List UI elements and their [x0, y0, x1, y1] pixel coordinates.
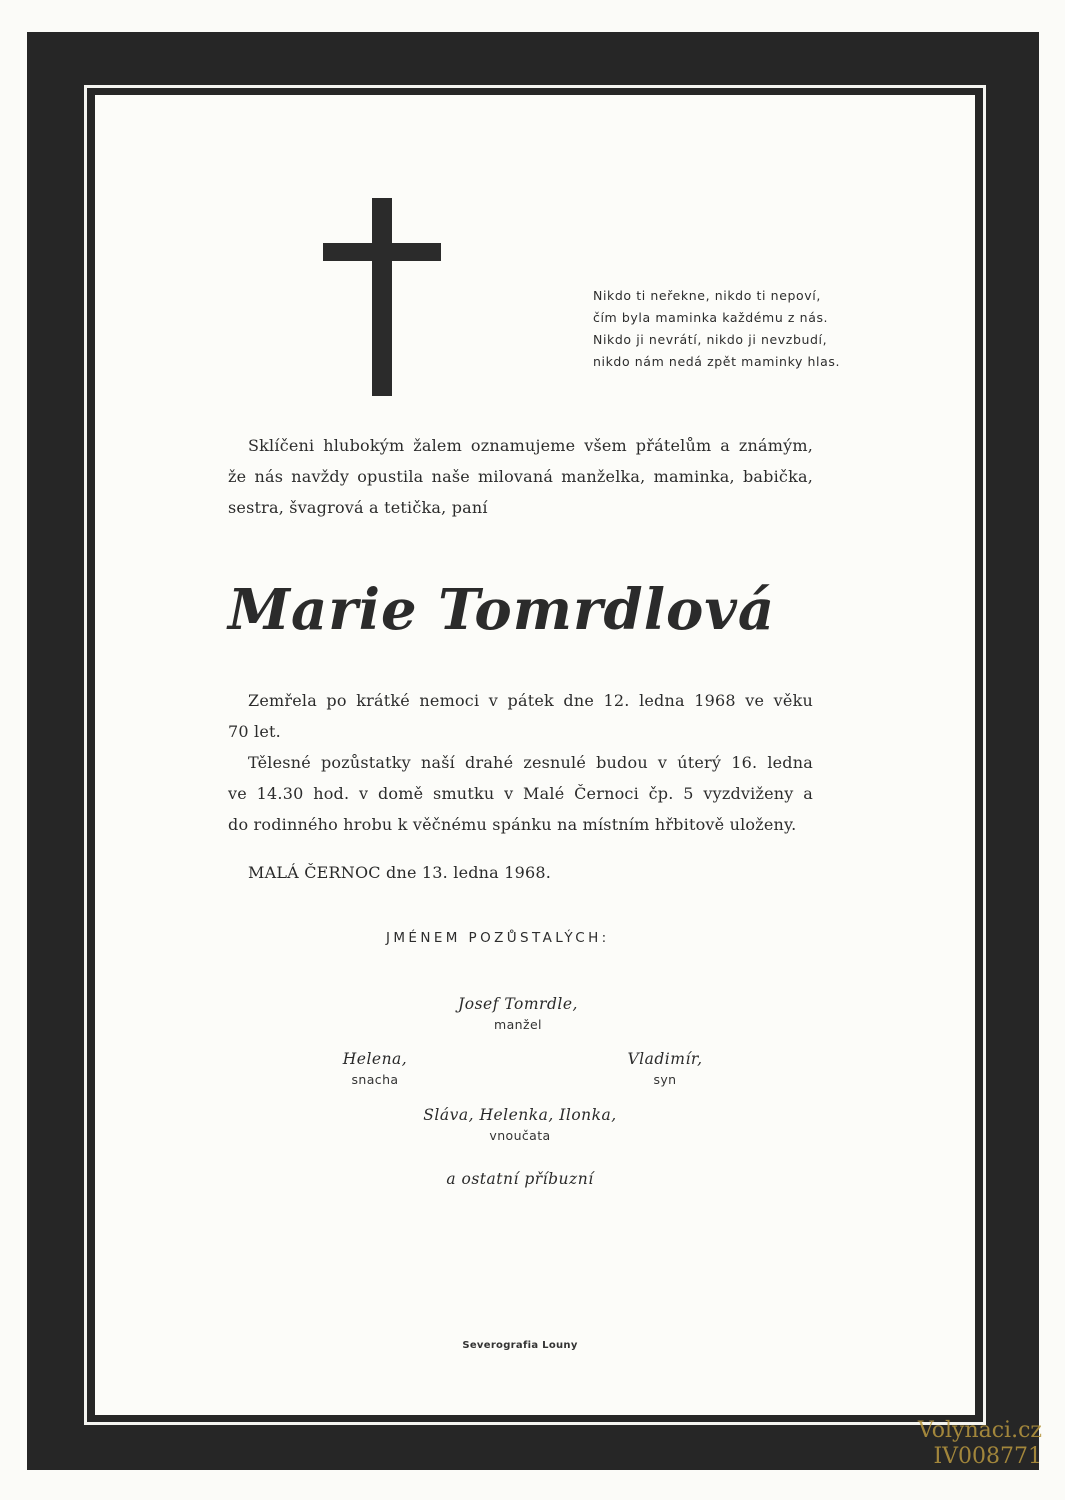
announcement-line: že nás navždy opustila naše milovaná manželka, maminka, babička,: [228, 467, 813, 486]
announcement-line: Sklíčeni hlubokým žalem oznamujeme všem přátelům a známým,: [248, 436, 813, 455]
signature-role: syn: [653, 1072, 677, 1087]
signature-name: Sláva, Helenka, Ilonka,: [423, 1106, 617, 1124]
poem-line: Nikdo ji nevrátí, nikdo ji nevzbudí,: [593, 332, 828, 347]
death-line: Zemřela po krátké nemoci v pátek dne 12. ledna 1968 ve věku: [248, 691, 813, 710]
poem: [593, 285, 913, 373]
funeral-line: ve 14.30 hod. v domě smutku v Malé Černoci čp. 5 vyzdviženy a: [228, 784, 813, 803]
watermark-line: IV008771: [933, 1444, 1042, 1469]
deceased-name: Marie Tomrdlová: [228, 577, 776, 643]
announcement-line: sestra, švagrová a tetička, paní: [228, 498, 488, 517]
death-line: 70 let.: [228, 722, 281, 741]
details-paragraph: [228, 685, 813, 840]
funeral-line: Tělesné pozůstatky naší drahé zesnulé budou v úterý 16. ledna: [248, 753, 813, 772]
survivors-heading: JMÉNEM POZŮSTALÝCH:: [386, 930, 610, 946]
signature-name: a ostatní příbuzní: [446, 1170, 594, 1188]
poem-line: nikdo nám nedá zpět maminky hlas.: [593, 354, 841, 369]
signature-role: snacha: [351, 1072, 399, 1087]
printer-credit: Severografia Louny: [462, 1340, 578, 1351]
signature-grandchildren: [400, 1106, 640, 1143]
announcement-paragraph: [228, 430, 813, 523]
signature-name: Vladimír,: [627, 1050, 703, 1068]
signature-role: vnoučata: [489, 1128, 551, 1143]
signature-vladimir: [600, 1050, 730, 1087]
watermark: [862, 1418, 1042, 1470]
funeral-line: do rodinného hrobu k věčnému spánku na místním hřbitově uloženy.: [228, 815, 797, 834]
signature-others: [420, 1170, 620, 1188]
signature-helena: [310, 1050, 440, 1087]
signature-josef: [418, 995, 618, 1032]
poem-line: Nikdo ti neřekne, nikdo ti nepoví,: [593, 288, 821, 303]
signature-name: Helena,: [342, 1050, 408, 1068]
poem-line: čím byla maminka každému z nás.: [593, 310, 829, 325]
signature-role: manžel: [494, 1017, 542, 1032]
cross-icon: [323, 198, 441, 396]
signature-name: Josef Tomrdle,: [458, 995, 578, 1013]
watermark-line: Volynaci.cz: [917, 1418, 1042, 1443]
place-date: MALÁ ČERNOC dne 13. ledna 1968.: [248, 863, 552, 882]
